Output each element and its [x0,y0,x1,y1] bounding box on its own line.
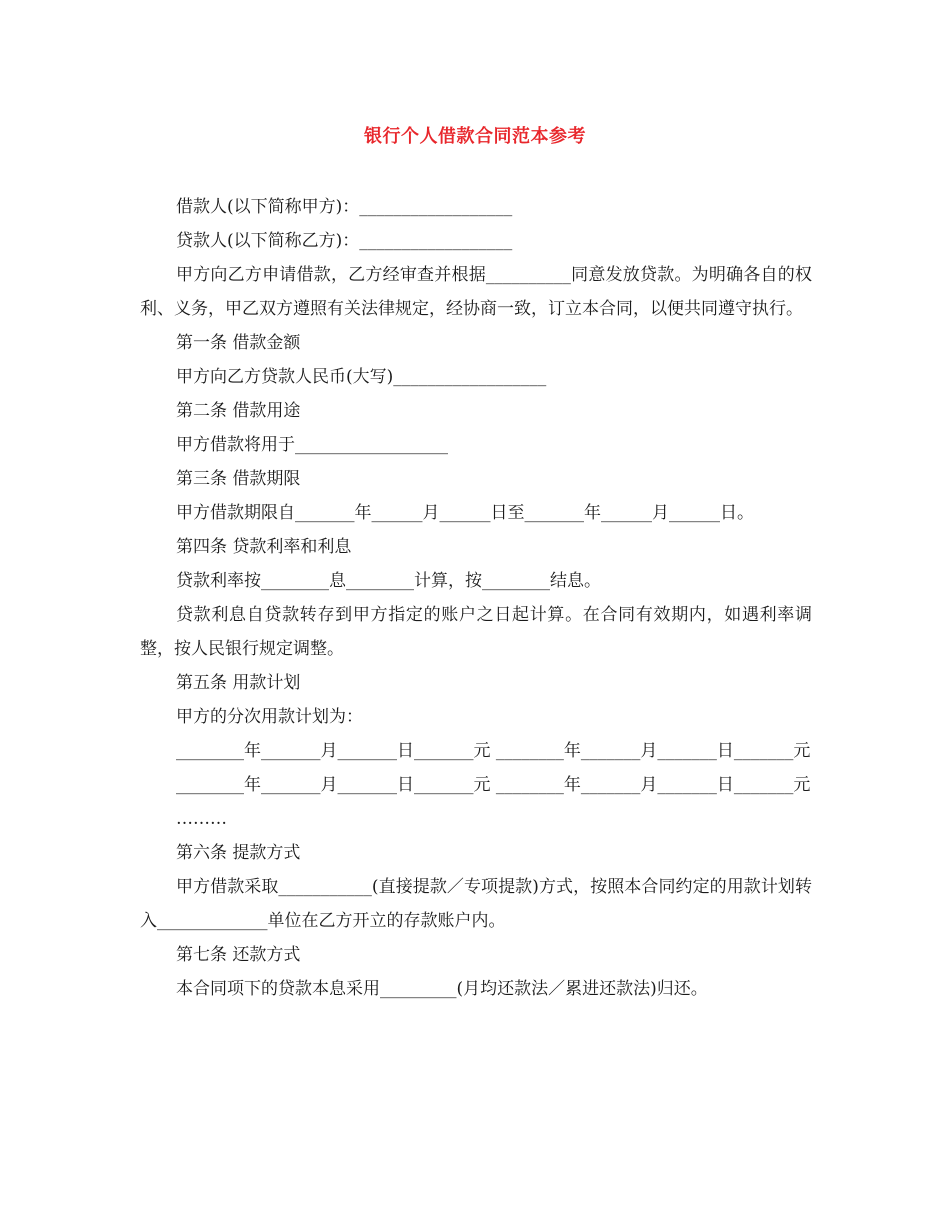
document-body [140,190,812,1006]
article-1-text: 甲方向乙方贷款人民币(大写)__________________ [176,367,547,387]
article-5-text: 甲方的分次用款计划为： [176,707,363,727]
article-1-heading: 第一条 借款金额 [176,333,301,353]
article-3-text: 甲方借款期限自_______年______月______日至_______年______月______日。 [176,503,754,523]
article-7-heading: 第七条 还款方式 [176,945,301,965]
ellipsis: ……… [176,809,227,829]
article-3-heading: 第三条 借款期限 [176,469,301,489]
article-2-heading: 第二条 借款用途 [176,401,301,421]
borrower-line: 借款人(以下简称甲方)：__________________ [176,197,513,217]
schedule-line-2: ________年_______月_______日_______元 ________年_______月_______日_______元 [176,775,811,795]
schedule-line-1: ________年_______月_______日_______元 ________年_______月_______日_______元 [176,741,811,761]
article-4-text-2: 贷款利息自贷款转存到甲方指定的账户之日起计算。在合同有效期内，如遇利率调整，按人民银行规定调整。 [140,605,812,659]
article-4-heading: 第四条 贷款利率和利息 [176,537,352,557]
article-6-text: 甲方借款采取___________(直接提款／专项提款)方式，按照本合同约定的用款计划转入_____________单位在乙方开立的存款账户内。 [140,877,812,931]
article-7-text: 本合同项下的贷款本息采用_________(月均还款法／累进还款法)归还。 [176,979,708,999]
article-5-heading: 第五条 用款计划 [176,673,301,693]
article-6-heading: 第六条 提款方式 [176,843,301,863]
intro-paragraph: 甲方向乙方申请借款，乙方经审查并根据__________同意发放贷款。为明确各自的权利、义务，甲乙双方遵照有关法律规定，经协商一致，订立本合同，以便共同遵守执行。 [140,265,812,319]
article-4-text: 贷款利率按________息________计算，按________结息。 [176,571,601,591]
lender-line: 贷款人(以下简称乙方)：__________________ [176,231,513,251]
article-2-text: 甲方借款将用于__________________ [176,435,448,455]
document-title: 银行个人借款合同范本参考 [364,126,586,147]
